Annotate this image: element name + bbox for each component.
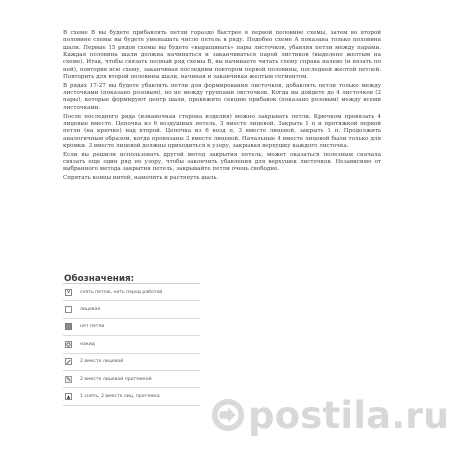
legend-label: 1 снять, 2 вместе лиц, протяжка [80,394,160,400]
legend-row [63,301,200,318]
paragraph-alt-method: Если вы решили использовать другой метод закрытия петель, может оказаться полезным сначала связать еще один ряд по узору, чтобы закончить убавления для верхушек листочков. Независимо от выбранного метода закрытия петель, закрывайте петли очень свободно. [63,151,381,173]
legend-label: нет петли [80,324,105,330]
paragraph-chart-b: В схеме В вы будете прибавлять петли гораздо быстрее в первой половине схемы, затем во второй половине схемы вы будете уменьшать число петель в ряду. Подобно схеме А показана только половина шали. Первые 15 рядов схемы вы будете «выращивать» пары листочков, убавляя петли между парами. Каждая половина шали должна начинаться и заканчиваться парой листиков (выделено желтым на схеме). Итак, чтобы связать полный ряд схемы В, вы начинаете читать схему справа налево (и вязать по ней), повторив всю схему, заканчивая последним повтором первой половины, последней желтой петлей. Повторить для второй половины шали, начиная и заканчивая желтым сегментом. [63,30,381,81]
legend-row [63,319,200,336]
instructions-text [63,30,381,182]
yarn-over-icon [65,341,72,348]
postila-logo-icon [209,396,247,434]
k2tog-icon [65,358,72,365]
legend-label: лицевая [80,307,101,313]
legend-label: 2 вместе лицевой [80,359,124,365]
watermark-text: postila [248,394,392,437]
watermark [248,394,449,437]
legend-row [63,284,200,301]
paragraph-rows-17-27: В рядах 17-27 вы будете убавлять петли для формирования листочков, добавлять петли только между листочками (показано розовым), но не между группами листочков. Когда вы дойдете до 4 листочков (2 пары), которые формируют центр шали, провяжите секцию прибавок (показано розовым) между всеми листочками. [63,82,381,111]
paragraph-bind-off: После последнего ряда (изнаночная сторона изделия) можно закрывать петли. Крючком провязать 4 лицевые вместе. Цепочка из 6 воздушных петель, 3 вместе лицевой. Закрыть 1 п и протяжкой первой петли (на крючке) над второй. Цепочка из 6 возд п, 3 вместе лицевой, закрыть 1 п. Продолжить аналогичным образом, когда провязаны 3 вместе лицевой. Начальные 4 вместе лицевой были только для кромки. 3 вместе лицевой должны приходиться к узору, закрывая верхушку каждого листочка. [63,113,381,149]
legend-row [63,388,200,405]
watermark-suffix: .ru [391,396,450,437]
paragraph-finishing: Спрятать концы нитей, намочить и растянуть шаль. [63,175,219,182]
legend-row [63,354,200,371]
legend-label: 2 вместе лицевой протяжкой [80,376,152,382]
no-stitch-icon [65,323,72,330]
legend-row [63,336,200,353]
legend-title: Обозначения: [64,274,135,284]
legend-row [63,371,200,388]
legend-label: накид [80,341,95,347]
ssk-icon [65,376,72,383]
knit-square-icon [65,306,72,313]
slip-stitch-icon: V [66,288,71,296]
legend-table [63,283,200,406]
sk2p-icon [65,393,72,400]
legend-label: снять петлю, нить перед работой [80,289,163,295]
